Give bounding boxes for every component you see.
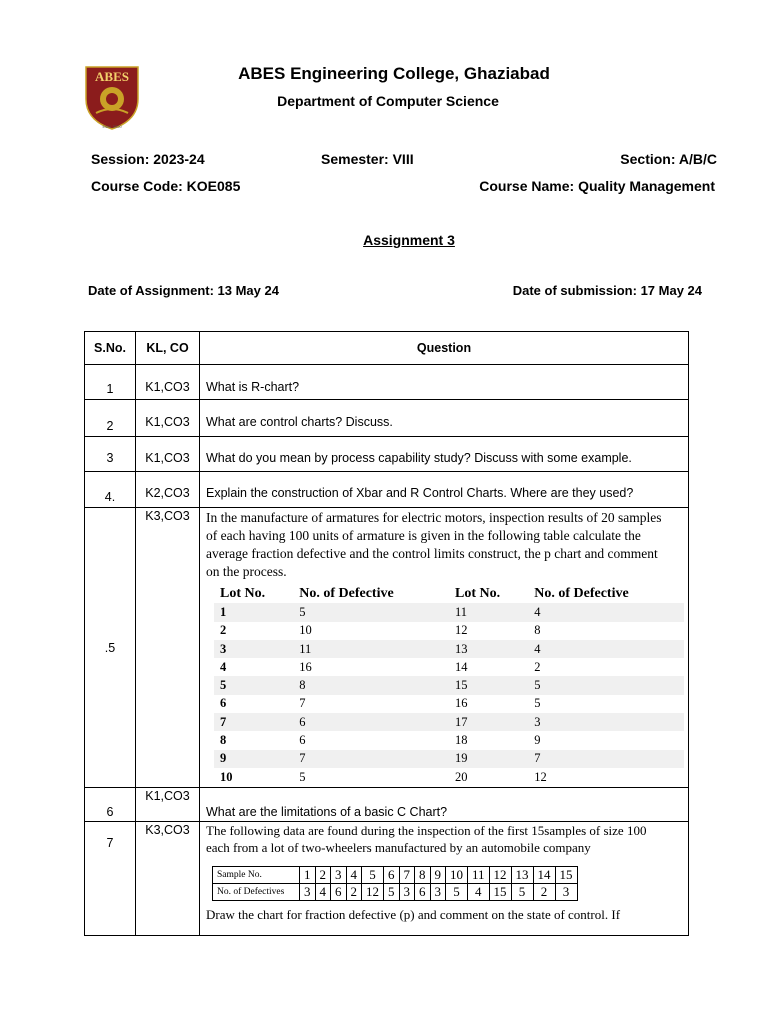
sample-cell: 5	[362, 867, 384, 884]
row-kl-co: K1,CO3	[136, 788, 200, 822]
lot-table-header	[214, 585, 684, 603]
defective-cell: 3	[430, 884, 446, 901]
row-question: What do you mean by process capability study? Discuss with some example.	[200, 437, 689, 472]
lot-row	[214, 731, 684, 749]
sample-cell: 13	[511, 867, 533, 884]
lot-cell: 6	[220, 696, 227, 711]
sample-cell: 14	[533, 867, 555, 884]
session: Session: 2023-24	[91, 151, 205, 167]
college-name: ABES Engineering College, Ghaziabad	[238, 64, 550, 83]
lot-cell: 2	[534, 659, 541, 674]
row-question: What is R-chart?	[200, 365, 689, 400]
lot-cell: 4	[220, 659, 227, 674]
defective-cell: 3	[555, 884, 577, 901]
sample-label: Sample No.	[213, 867, 300, 884]
row-question: In the manufacture of armatures for electric motors, inspection results of 20 samples of each having 100 units of armature is given in the following table calculate the average fraction defective and the control limits construct, the p chart and comment on the process.	[206, 510, 662, 579]
row-sno: 6	[85, 788, 136, 822]
sample-cell: 11	[468, 867, 490, 884]
lot-row	[214, 640, 684, 658]
lot-cell: 9	[214, 750, 293, 768]
defective-row	[213, 884, 578, 901]
date-of-submission: Date of submission: 17 May 24	[512, 283, 702, 298]
row-sno: 1	[85, 365, 136, 400]
lot-cell: 4	[528, 603, 684, 621]
questions-table	[84, 331, 689, 936]
lot-cell: 3	[528, 713, 684, 731]
header-kl-co: KL, CO	[136, 332, 200, 365]
lot-cell: 6	[293, 713, 449, 731]
lot-cell: 19	[449, 750, 528, 768]
row-question: Explain the construction of Xbar and R Control Charts. Where are they used?	[200, 472, 689, 508]
sample-cell: 6	[384, 867, 400, 884]
row-kl-co: K3,CO3	[136, 822, 200, 936]
header-question: Question	[200, 332, 689, 365]
lot-header: No. of Defective	[299, 586, 394, 602]
lot-cell: 15	[449, 676, 528, 694]
assignment-title: Assignment 3	[363, 232, 455, 248]
defective-cell: 4	[315, 884, 331, 901]
table-row	[85, 508, 689, 788]
lot-cell: 14	[454, 659, 468, 674]
department-name: Department of Computer Science	[277, 93, 499, 109]
lot-cell: 12	[454, 623, 468, 638]
row-sno: .5	[85, 508, 136, 788]
sample-cell: 1	[300, 867, 316, 884]
lot-cell: 20	[454, 769, 468, 784]
lot-header: Lot No.	[220, 586, 266, 602]
row-sno: 3	[85, 437, 136, 472]
lot-header: No. of Defective	[534, 586, 629, 602]
table-header-row	[85, 332, 689, 365]
lot-table	[214, 585, 684, 786]
defective-cell: 4	[468, 884, 490, 901]
question-7-continuation: Draw the chart for fraction defective (p) and comment on the state of control. If	[206, 907, 621, 923]
sample-cell: 3	[331, 867, 347, 884]
lot-row	[214, 768, 684, 786]
lot-cell: 17	[449, 713, 528, 731]
lot-cell: 8	[293, 676, 449, 694]
lot-cell: 10	[220, 769, 233, 784]
defective-cell: 12	[362, 884, 384, 901]
lot-cell: 3	[214, 640, 293, 658]
defective-cell: 15	[489, 884, 511, 901]
logo-estd: Estd. 2000	[102, 124, 122, 129]
row-kl-co: K3,CO3	[136, 508, 200, 788]
defective-cell: 5	[384, 884, 400, 901]
defective-cell: 3	[399, 884, 415, 901]
sample-cell: 8	[415, 867, 431, 884]
sample-cell: 2	[315, 867, 331, 884]
row-question: What are the limitations of a basic C Chart?	[200, 788, 689, 822]
lot-cell: 5	[299, 769, 306, 784]
lot-cell: 7	[528, 750, 684, 768]
row-sno: 2	[85, 400, 136, 437]
defective-cell: 6	[331, 884, 347, 901]
lot-cell: 1	[214, 603, 293, 621]
sample-table	[212, 866, 578, 901]
row-kl-co: K1,CO3	[136, 365, 200, 400]
sample-cell: 15	[555, 867, 577, 884]
sample-cell: 9	[430, 867, 446, 884]
lot-cell: 16	[299, 659, 312, 674]
row-kl-co: K2,CO3	[136, 472, 200, 508]
lot-cell: 5	[214, 676, 293, 694]
header-sno: S.No.	[85, 332, 136, 365]
question-7-cell	[200, 822, 689, 936]
table-row	[85, 365, 689, 400]
lot-cell: 4	[528, 640, 684, 658]
date-of-assignment: Date of Assignment: 13 May 24	[88, 283, 279, 298]
lot-row	[214, 603, 684, 621]
lot-row	[214, 713, 684, 731]
sample-cell: 12	[489, 867, 511, 884]
row-kl-co: K1,CO3	[136, 437, 200, 472]
lot-cell: 12	[534, 769, 547, 784]
defective-cell: 3	[300, 884, 316, 901]
lot-row	[214, 676, 684, 694]
table-row	[85, 437, 689, 472]
table-row	[85, 822, 689, 936]
sample-cell: 4	[346, 867, 362, 884]
lot-cell: 11	[449, 603, 528, 621]
question-5-cell	[200, 508, 689, 788]
lot-cell: 7	[293, 750, 449, 768]
sample-row	[213, 867, 578, 884]
lot-cell: 5	[528, 676, 684, 694]
lot-cell: 18	[454, 733, 468, 748]
row-question: What are control charts? Discuss.	[200, 400, 689, 437]
table-row	[85, 472, 689, 508]
lot-header: Lot No.	[454, 586, 501, 602]
defective-cell: 2	[533, 884, 555, 901]
defective-label: No. of Defectives	[213, 884, 300, 901]
row-question: The following data are found during the inspection of the first 15samples of size 100 each from a lot of two-wheelers manufactured by an automobile company	[206, 823, 647, 856]
lot-cell: 5	[293, 603, 449, 621]
course-code: Course Code: KOE085	[91, 178, 241, 194]
semester: Semester: VIII	[321, 151, 414, 167]
lot-cell: 7	[299, 696, 306, 711]
lot-row	[214, 658, 684, 676]
sample-cell: 7	[399, 867, 415, 884]
table-row	[85, 400, 689, 437]
lot-cell: 8	[220, 733, 227, 748]
defective-cell: 5	[446, 884, 468, 901]
lot-row	[214, 622, 684, 640]
lot-cell: 10	[299, 623, 312, 638]
lot-cell: 16	[454, 696, 468, 711]
lot-cell: 6	[299, 733, 306, 748]
defective-cell: 6	[415, 884, 431, 901]
sample-cell: 10	[446, 867, 468, 884]
defective-cell: 2	[346, 884, 362, 901]
lot-row	[214, 695, 684, 713]
row-sno: 4.	[85, 472, 136, 508]
course-name: Course Name: Quality Management	[479, 178, 715, 194]
logo-text: ABES	[95, 69, 129, 84]
lot-cell: 8	[534, 623, 541, 638]
table-row	[85, 788, 689, 822]
lot-row	[214, 750, 684, 768]
defective-cell: 5	[511, 884, 533, 901]
lot-cell: 5	[534, 696, 541, 711]
lot-cell: 9	[534, 733, 541, 748]
row-sno: 7	[85, 822, 136, 936]
lot-cell: 7	[214, 713, 293, 731]
row-kl-co: K1,CO3	[136, 400, 200, 437]
lot-cell: 11	[293, 640, 449, 658]
lot-cell: 13	[449, 640, 528, 658]
lot-cell: 2	[220, 623, 227, 638]
section: Section: A/B/C	[620, 151, 717, 167]
